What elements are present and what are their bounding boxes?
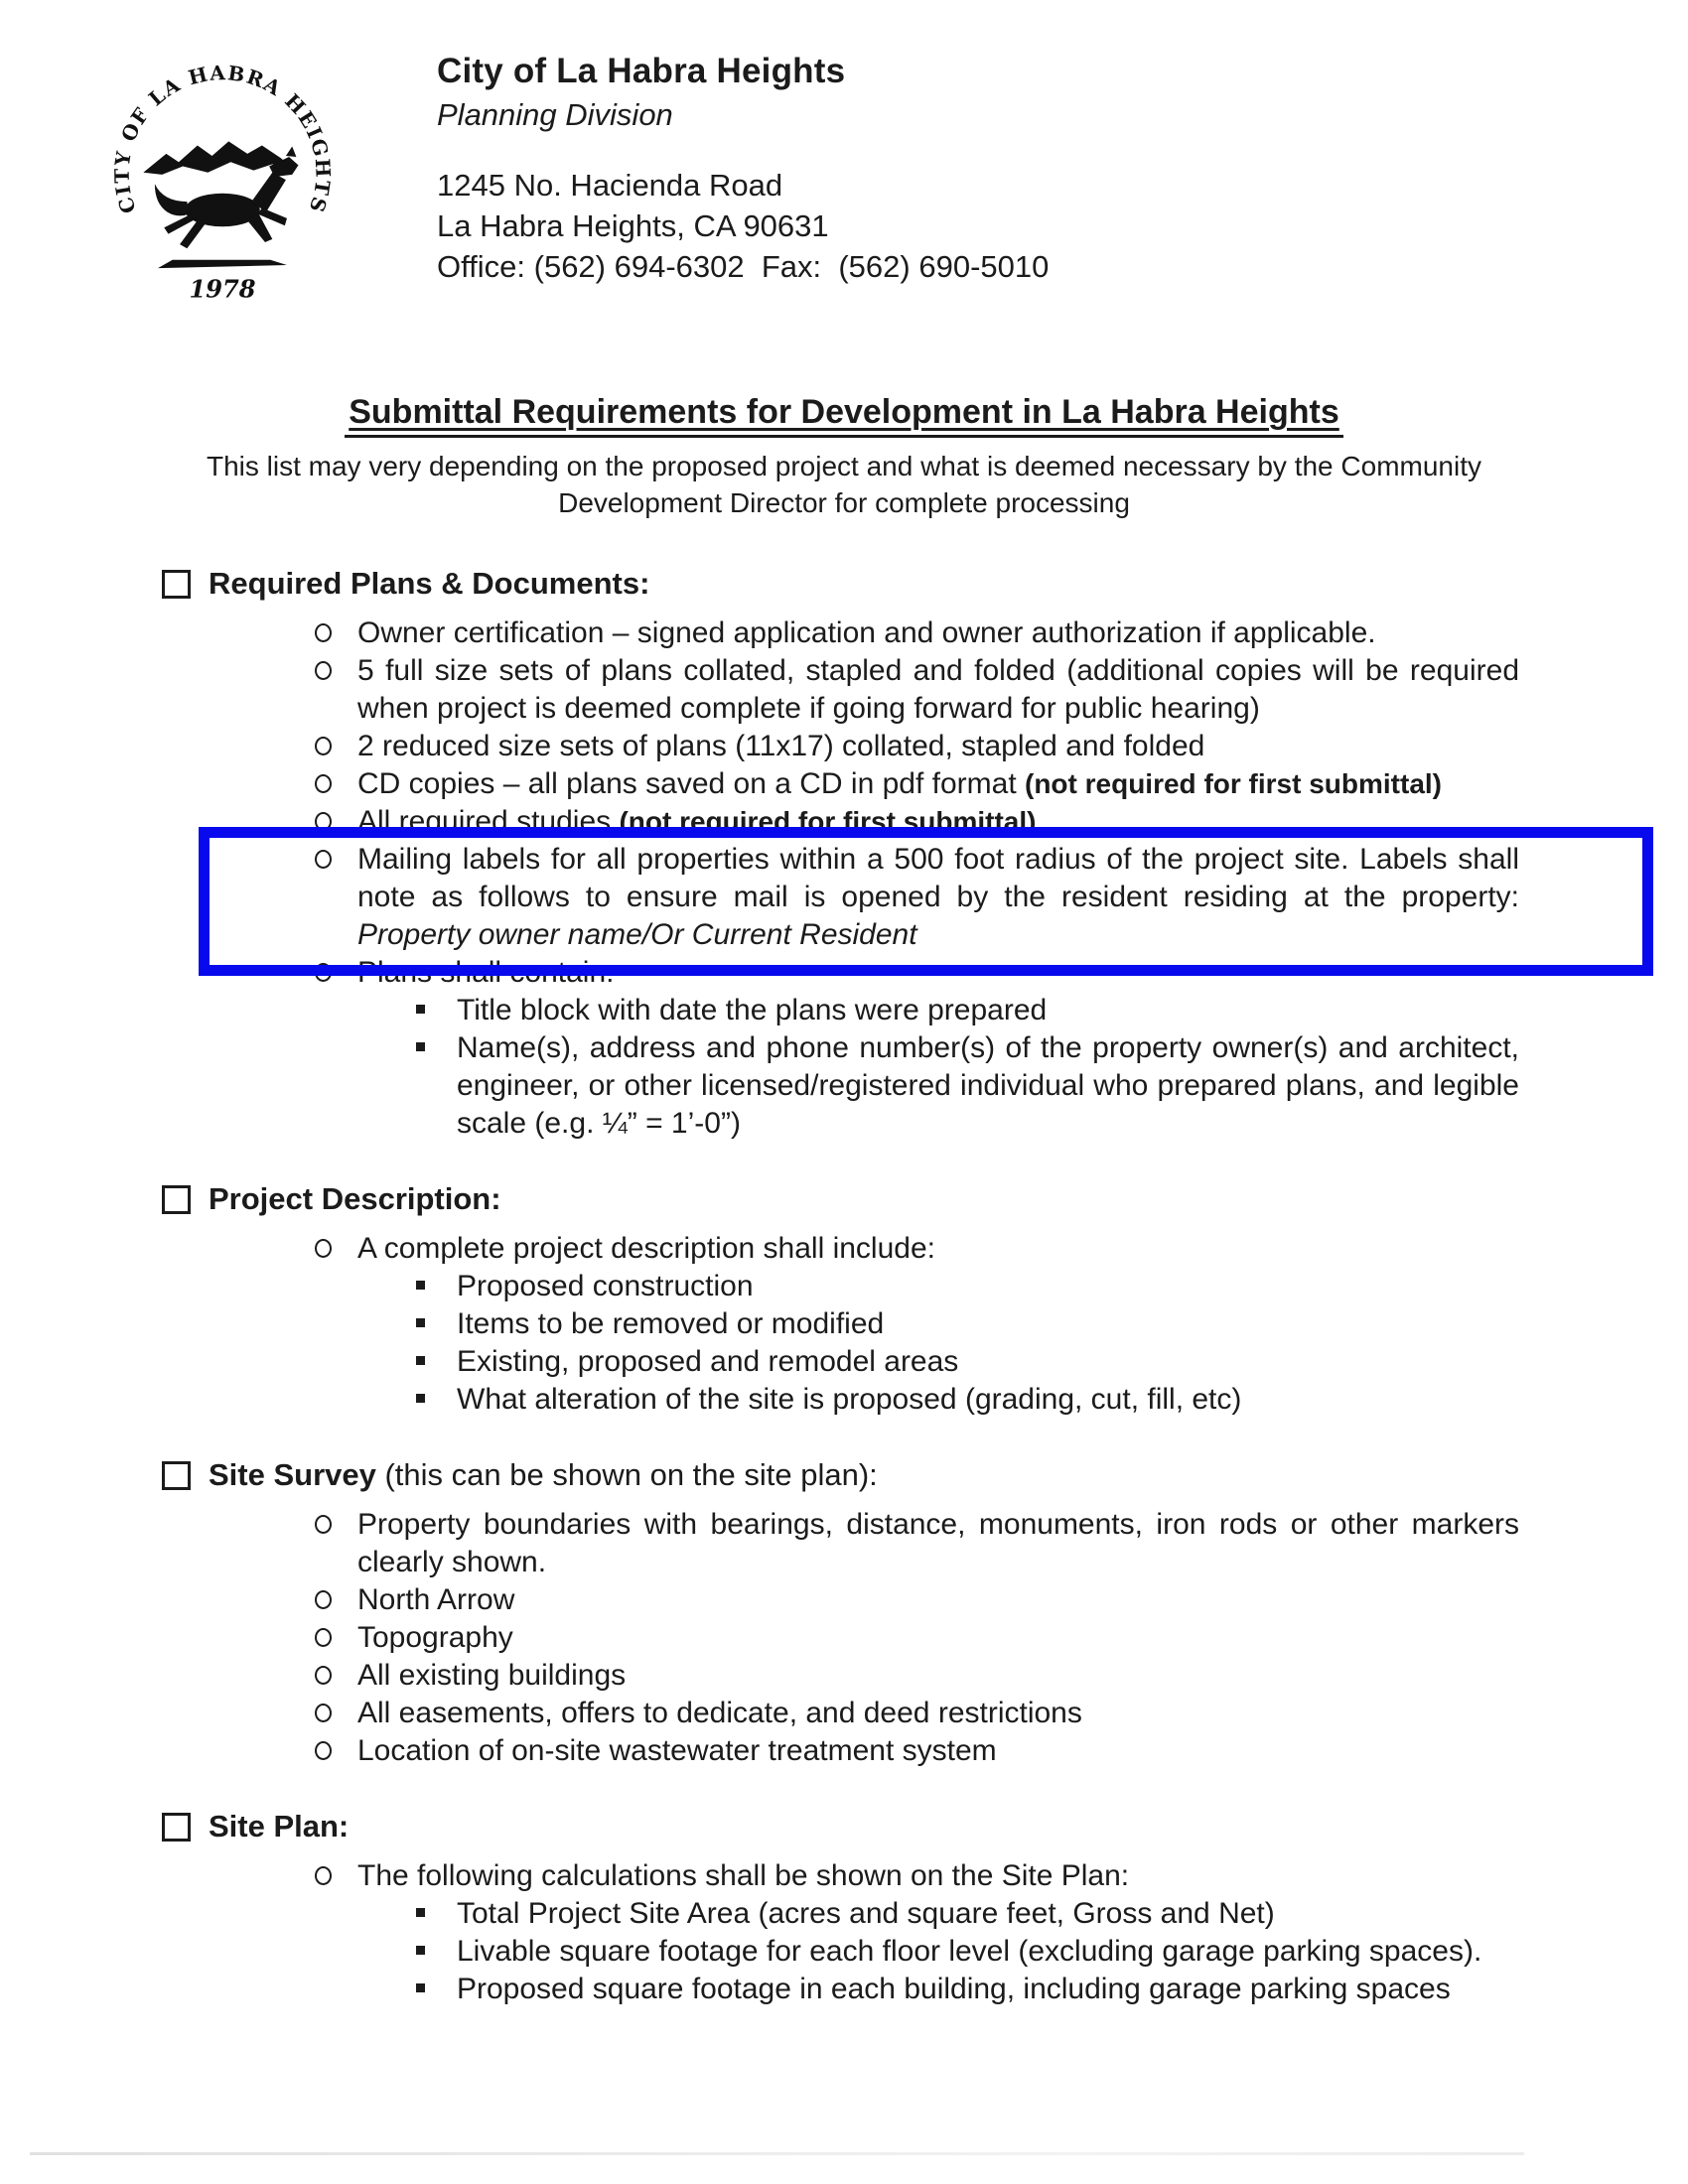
circle-bullet-icon	[315, 1239, 332, 1258]
subtitle-line1: This list may very depending on the proposed project and what is deemed necessary by the Community	[206, 451, 1481, 481]
circle-bullet-icon	[315, 1515, 332, 1534]
list-item	[313, 1695, 1519, 1732]
list-item-text: Proposed construction	[457, 1270, 754, 1302]
list-item	[412, 1268, 1519, 1305]
checklist-section	[0, 565, 1688, 1143]
list-item	[412, 1029, 1519, 1143]
list-item	[412, 1933, 1519, 1971]
square-bullet-icon	[416, 1281, 425, 1290]
list-item-text: Location of on-site wastewater treatment system	[357, 1734, 997, 1767]
square-bullet-icon	[416, 1983, 425, 1992]
circle-bullet-icon	[315, 661, 332, 680]
list-item	[313, 1230, 1519, 1268]
mountains-icon	[143, 141, 293, 175]
list-item	[412, 1305, 1519, 1343]
address-line2: La Habra Heights, CA 90631	[437, 208, 829, 243]
list-item	[412, 1343, 1519, 1381]
circle-bullet-icon	[315, 812, 332, 831]
checkbox-icon	[162, 570, 191, 599]
square-bullet-icon	[416, 1356, 425, 1365]
city-seal-logo	[97, 48, 348, 308]
list-item-text: Items to be removed or modified	[457, 1307, 885, 1340]
list-item-text: Proposed square footage in each building, including garage parking spaces	[457, 1973, 1451, 2005]
section-header	[162, 1808, 1688, 1845]
list-item-text: The following calculations shall be shown on the Site Plan:	[357, 1859, 1130, 1892]
seal-ring-text: CITY OF LA HABRA HEIGHTS	[109, 61, 336, 217]
list-item-text: Title block with date the plans were prepared	[457, 994, 1048, 1026]
list-item-text: North Arrow	[357, 1583, 515, 1616]
list-item	[313, 1657, 1519, 1695]
checklist	[0, 565, 1688, 2008]
checkbox-icon	[162, 1813, 191, 1842]
list-item	[313, 652, 1519, 728]
subtitle	[0, 448, 1688, 521]
address-block	[437, 165, 1049, 287]
list-item	[313, 954, 1519, 992]
address-line1: 1245 No. Hacienda Road	[437, 168, 783, 203]
square-bullet-icon	[416, 1946, 425, 1955]
list-item-text: CD copies – all plans saved on a CD in pdf format (not required for first submittal)	[357, 767, 1442, 800]
list-item	[313, 803, 1519, 841]
square-bullet-icon	[416, 1042, 425, 1051]
circle-bullet-icon	[315, 963, 332, 982]
circle-bullet-icon	[315, 1666, 332, 1685]
list-item-text: 5 full size sets of plans collated, stapled and folded (additional copies will be required when project is deemed complete if going forward for public hearing)	[357, 654, 1519, 725]
list-item-text: Owner certification – signed application and owner authorization if applicable.	[357, 616, 1376, 649]
section-heading: Required Plans & Documents:	[209, 566, 650, 601]
list-item-text: All existing buildings	[357, 1659, 627, 1692]
list-item-text: Mailing labels for all properties within a 500 foot radius of the project site. Labels shall note as follows to ensure mail is opened by the resident residing at the property: Property owner name/Or Current Resident	[357, 843, 1519, 951]
section-header	[162, 1180, 1688, 1218]
list-item	[313, 1857, 1519, 1895]
list-item-text: All required studies (not required for first submittal)	[357, 805, 1037, 838]
subtitle-line2: Development Director for complete processing	[558, 487, 1130, 518]
square-bullet-icon	[416, 1318, 425, 1327]
section-heading: Site Plan:	[209, 1809, 350, 1843]
list-item-text: Total Project Site Area (acres and square feet, Gross and Net)	[457, 1897, 1275, 1930]
list-item	[313, 841, 1519, 954]
list-item	[412, 1895, 1519, 1933]
list-item	[412, 1381, 1519, 1419]
seal-base-icon	[158, 260, 287, 268]
list-item-text: Livable square footage for each floor level (excluding garage parking spaces).	[457, 1935, 1482, 1968]
checkbox-icon	[162, 1461, 191, 1490]
square-bullet-icon	[416, 1908, 425, 1917]
list-item-text: Existing, proposed and remodel areas	[457, 1345, 959, 1378]
seal-year: 1978	[189, 274, 256, 304]
section-heading: Site Survey (this can be shown on the site plan):	[209, 1457, 878, 1492]
circle-bullet-icon	[315, 1741, 332, 1760]
letterhead	[0, 0, 1688, 310]
square-bullet-icon	[416, 1394, 425, 1403]
section-heading: Project Description:	[209, 1181, 501, 1216]
square-bullet-icon	[416, 1005, 425, 1014]
circle-bullet-icon	[315, 774, 332, 793]
checkbox-icon	[162, 1185, 191, 1214]
checklist-section	[0, 1456, 1688, 1770]
division-name: Planning Division	[437, 97, 673, 132]
checklist-section	[0, 1808, 1688, 2008]
circle-bullet-icon	[315, 1628, 332, 1647]
list-item	[313, 765, 1519, 803]
section-header	[162, 1456, 1688, 1494]
page-title: Submittal Requirements for Development in La Habra Heights	[345, 393, 1343, 438]
circle-bullet-icon	[315, 850, 332, 869]
circle-bullet-icon	[315, 1590, 332, 1609]
list-item	[412, 992, 1519, 1029]
list-item-text: Property boundaries with bearings, distance, monuments, iron rods or other markers clearly shown.	[357, 1508, 1519, 1578]
list-item	[313, 1732, 1519, 1770]
list-item	[313, 728, 1519, 765]
checklist-section	[0, 1180, 1688, 1419]
scan-artifact-line	[30, 2152, 1524, 2155]
org-name: City of La Habra Heights	[437, 52, 846, 90]
list-item	[313, 1506, 1519, 1581]
circle-bullet-icon	[315, 737, 332, 755]
list-item	[313, 1619, 1519, 1657]
list-item-text: 2 reduced size sets of plans (11x17) collated, stapled and folded	[357, 730, 1205, 762]
list-item-text: All easements, offers to dedicate, and deed restrictions	[357, 1697, 1082, 1729]
list-item-text: A complete project description shall include:	[357, 1232, 935, 1265]
list-item-text: Plans shall contain:	[357, 956, 615, 989]
list-item-text: What alteration of the site is proposed (grading, cut, fill, etc)	[457, 1383, 1242, 1416]
section-header	[162, 565, 1688, 603]
list-item	[313, 1581, 1519, 1619]
circle-bullet-icon	[315, 1866, 332, 1885]
phone-line: Office: (562) 694-6302 Fax: (562) 690-5010	[437, 249, 1050, 284]
circle-bullet-icon	[315, 1704, 332, 1722]
list-item	[412, 1971, 1519, 2008]
list-item-text: Topography	[357, 1621, 513, 1654]
list-item-text: Name(s), address and phone number(s) of the property owner(s) and architect, engineer, or other licensed/registered individual who prepared plans, and legible scale (e.g. ¼” = 1’-0”)	[457, 1031, 1519, 1140]
list-item	[313, 614, 1519, 652]
circle-bullet-icon	[315, 623, 332, 642]
